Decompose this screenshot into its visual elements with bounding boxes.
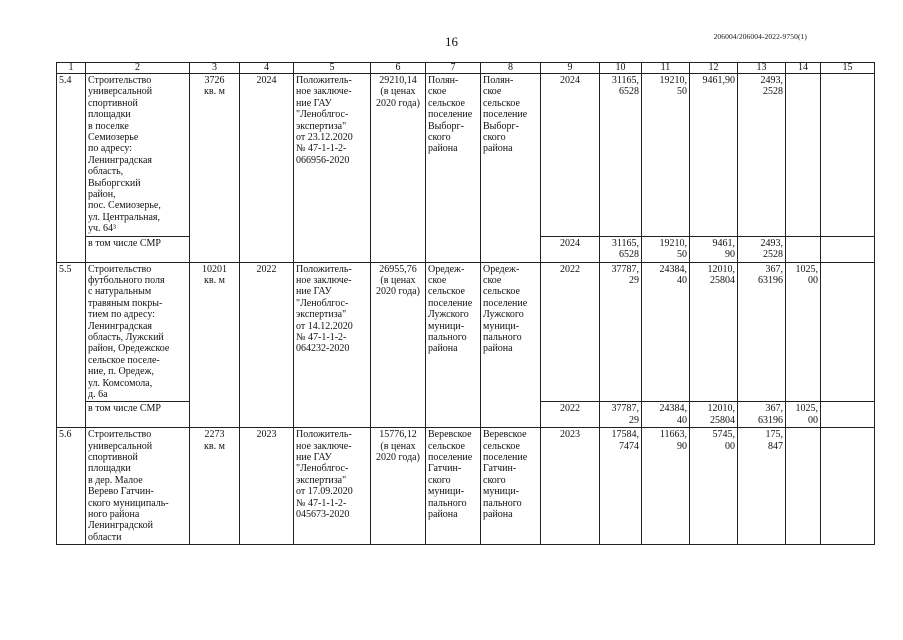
header-cell-11: 11: [642, 63, 690, 74]
header-cell-12: 12: [690, 63, 738, 74]
header-cell-1: 1: [57, 63, 86, 74]
owner: Оредеж- ское сельское поселение Лужского муници- пального района: [481, 262, 541, 428]
value-extra: [786, 74, 821, 237]
value-local: 12010, 25804: [690, 262, 738, 402]
row-number: 5.5: [57, 262, 86, 428]
value-other: 367, 63196: [738, 402, 786, 428]
header-cell-4: 4: [240, 63, 294, 74]
header-cell-13: 13: [738, 63, 786, 74]
value-col-15: [821, 74, 875, 237]
works-table: [56, 62, 875, 545]
expert-conclusion: Положитель- ное заключе- ние ГАУ "Леноблгос- экспертиза" от 17.09.2020 № 47-1-1-2- 045673-2020: [294, 428, 371, 545]
value-total: 31165, 6528: [600, 236, 642, 262]
commission-year: 2024: [240, 74, 294, 263]
expert-conclusion: Положитель- ное заключе- ние ГАУ "Леноблгос- экспертиза" от 23.12.2020 № 47-1-1-2- 066956-2020: [294, 74, 371, 263]
value-extra: [786, 236, 821, 262]
header-cell-15: 15: [821, 63, 875, 74]
row-number: 5.6: [57, 428, 86, 545]
capacity: 10201 кв. м: [190, 262, 240, 428]
financing-year: 2024: [541, 74, 600, 237]
value-regional: 19210, 50: [642, 236, 690, 262]
expert-conclusion: Положитель- ное заключе- ние ГАУ "Леноблгос- экспертиза" от 14.12.2020 № 47-1-1-2- 064232-2020: [294, 262, 371, 428]
capacity: 2273 кв. м: [190, 428, 240, 545]
value-extra: 1025, 00: [786, 402, 821, 428]
owner: Полян- ское сельское поселение Выборг- ского района: [481, 74, 541, 263]
value-other: 2493, 2528: [738, 74, 786, 237]
commission-year: 2022: [240, 262, 294, 428]
header-cell-8: 8: [481, 63, 541, 74]
value-local: 12010, 25804: [690, 402, 738, 428]
value-total: 31165, 6528: [600, 74, 642, 237]
value-regional: 19210, 50: [642, 74, 690, 237]
header-cell-5: 5: [294, 63, 371, 74]
value-local: 5745, 00: [690, 428, 738, 545]
customer: Оредеж- ское сельское поселение Лужского муници- пального района: [426, 262, 481, 428]
subrow-label: в том числе СМР: [86, 236, 190, 262]
table-row: [57, 428, 875, 545]
value-col-15: [821, 236, 875, 262]
commission-year: 2023: [240, 428, 294, 545]
estimated-cost: 29210,14 (в ценах 2020 года): [371, 74, 426, 263]
value-total: 17584, 7474: [600, 428, 642, 545]
value-extra: [786, 428, 821, 545]
value-col-15: [821, 262, 875, 402]
value-total: 37787, 29: [600, 402, 642, 428]
estimated-cost: 15776,12 (в ценах 2020 года): [371, 428, 426, 545]
object-name: Строительство универсальной спортивной площадки в поселке Семиозерье по адресу: Ленинградская область, Выборгский район, пос. Семиозерье, ул. Центральная, уч. 64³: [86, 74, 190, 237]
financing-year: 2022: [541, 262, 600, 402]
header-cell-10: 10: [600, 63, 642, 74]
header-cell-9: 9: [541, 63, 600, 74]
financing-year: 2024: [541, 236, 600, 262]
table-row: [57, 74, 875, 237]
value-local: 9461,90: [690, 74, 738, 237]
value-local: 9461, 90: [690, 236, 738, 262]
header-cell-3: 3: [190, 63, 240, 74]
capacity: 3726 кв. м: [190, 74, 240, 263]
customer: Полян- ское сельское поселение Выборг- ского района: [426, 74, 481, 263]
value-regional: 24384, 40: [642, 262, 690, 402]
header-cell-14: 14: [786, 63, 821, 74]
subrow-label: в том числе СМР: [86, 402, 190, 428]
estimated-cost: 26955,76 (в ценах 2020 года): [371, 262, 426, 428]
value-regional: 11663, 90: [642, 428, 690, 545]
table-row: [57, 262, 875, 402]
customer: Веревское сельское поселение Гатчин- ского муници- пального района: [426, 428, 481, 545]
header-cell-6: 6: [371, 63, 426, 74]
row-number: 5.4: [57, 74, 86, 263]
value-extra: 1025, 00: [786, 262, 821, 402]
header-cell-2: 2: [86, 63, 190, 74]
value-regional: 24384, 40: [642, 402, 690, 428]
financing-year: 2022: [541, 402, 600, 428]
page-number: 16: [445, 34, 458, 49]
financing-year: 2023: [541, 428, 600, 545]
value-other: 2493, 2528: [738, 236, 786, 262]
value-col-15: [821, 428, 875, 545]
owner: Веревское сельское поселение Гатчин- ского муници- пального района: [481, 428, 541, 545]
header-row: [57, 63, 875, 74]
value-col-15: [821, 402, 875, 428]
object-name: Строительство универсальной спортивной площадки в дер. Малое Верево Гатчин- ского муниципаль- ного района Ленинградской области: [86, 428, 190, 545]
value-other: 367, 63196: [738, 262, 786, 402]
value-other: 175, 847: [738, 428, 786, 545]
object-name: Строительство футбольного поля с натуральным травяным покры- тием по адресу: Ленинградская область, Лужский район, Оредежское сельское поселе- ние, п. Оредеж, ул. Комсомола, д. 6а: [86, 262, 190, 402]
header-cell-7: 7: [426, 63, 481, 74]
value-total: 37787, 29: [600, 262, 642, 402]
document-id: 206004/206004-2022-9750(1): [713, 32, 807, 41]
